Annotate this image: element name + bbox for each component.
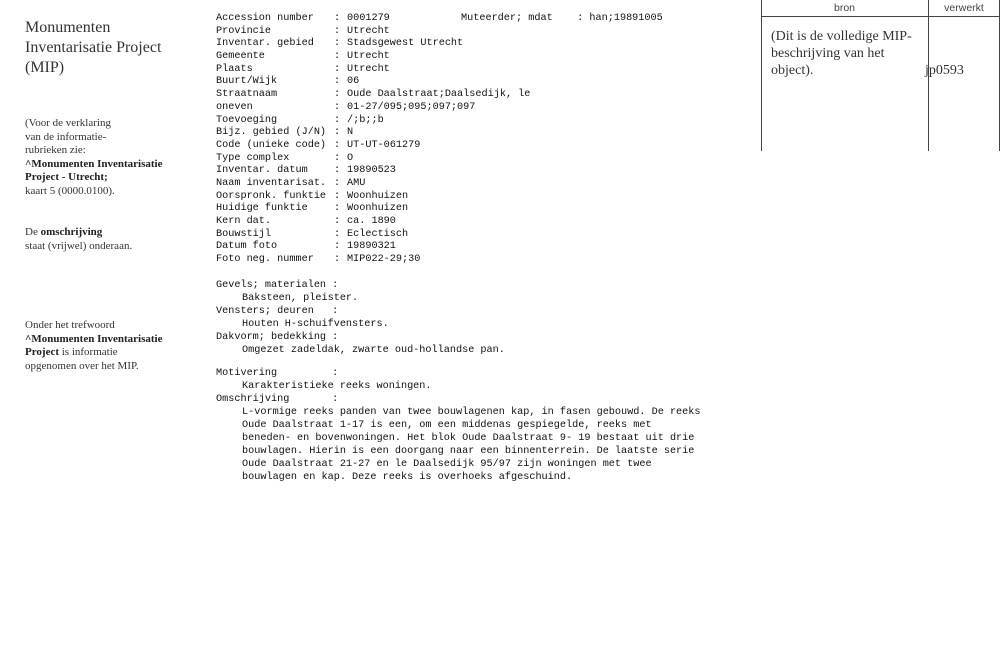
field-label: Type complex <box>216 152 290 164</box>
field-separator: : <box>334 190 341 202</box>
note-line: (Voor de verklaring <box>25 117 111 129</box>
field-label: Inventar. gebied <box>216 38 314 50</box>
record-field-row <box>216 115 530 128</box>
field-label: Accession number <box>216 13 314 24</box>
note-text: is informatie <box>59 346 118 358</box>
note-bold: omschrijving <box>40 226 103 238</box>
record-fields <box>216 13 663 267</box>
field-separator: : <box>334 76 341 88</box>
field-value: Utrecht <box>347 51 390 63</box>
source-table <box>761 0 1000 151</box>
vensters-label: Vensters; deuren : <box>216 306 339 317</box>
field-value: 06 <box>347 76 360 88</box>
omschrijving-line: bouwlagen en kap. Deze reeks is overhoeks afgeschuind. <box>242 472 573 483</box>
record-field-row <box>216 102 530 115</box>
field-value: Oude Daalstraat;Daalsedijk, le <box>347 89 531 101</box>
field-value: 01-27/095;095;097;097 <box>347 101 476 113</box>
field-label: Bouwstijl <box>216 228 272 240</box>
record-field-row <box>216 51 530 64</box>
record-sections <box>216 279 701 484</box>
field-label: Oorspronk. funktie <box>216 190 327 202</box>
field-value: Utrecht <box>347 63 390 75</box>
gevels-label: Gevels; materialen : <box>216 280 339 291</box>
field-separator: : <box>334 165 341 177</box>
field-value: 0001279 <box>347 13 390 24</box>
field-label: Provincie <box>216 25 272 37</box>
omschrijving-text <box>216 406 701 484</box>
field-label: Huidige funktie <box>216 203 308 215</box>
field-separator: : <box>334 51 341 63</box>
note-bold: ^Monumenten Inventarisatie <box>25 157 163 170</box>
field-label: oneven <box>216 101 253 113</box>
field-separator: : <box>334 228 341 240</box>
omschrijving-line: beneden- en bovenwoningen. Het blok Oude Daalstraat 9- 19 bestaat uit drie <box>242 433 695 444</box>
omschrijving-line: Oude Daalstraat 1-17 is een, om een middenas gespiegelde, reeks met <box>242 420 652 431</box>
field-value: Eclectisch <box>347 228 409 240</box>
field-value: 19890321 <box>347 241 396 253</box>
field-value: ca. 1890 <box>347 216 396 227</box>
note-text: De <box>25 226 41 238</box>
margin-note-keyword <box>25 319 200 373</box>
gevels-value: Baksteen, pleister. <box>242 293 359 304</box>
note-line: staat (vrijwel) onderaan. <box>25 239 133 252</box>
motivering-label: Motivering : <box>216 368 339 379</box>
note-line: kaart 5 (0000.0100). <box>25 184 115 197</box>
field-separator: : <box>334 139 341 151</box>
field-separator: : <box>334 203 341 215</box>
field-value: Stadsgewest Utrecht <box>347 38 464 50</box>
field-label: Plaats <box>216 63 253 75</box>
omschrijving-line: bouwlagen. Hierin is een doorgang naar een binnenterrein. De laatste serie <box>242 446 695 457</box>
omschrijving-line: Oude Daalstraat 21-27 en le Daalsedijk 95/97 zijn woningen met twee <box>242 459 652 470</box>
note-line: rubrieken zie: <box>25 144 86 156</box>
field-separator: : <box>334 38 341 50</box>
record-field-row <box>216 76 530 89</box>
record-field-row <box>216 229 530 242</box>
header-bron: bron <box>833 2 855 14</box>
note-line: opgenomen over het MIP. <box>25 359 139 372</box>
field-value: /;b;;b <box>347 114 384 126</box>
field-label: Code (unieke code) <box>216 139 327 151</box>
field-value: Woonhuizen <box>347 203 409 215</box>
field-separator: : <box>334 101 341 113</box>
field-separator: : <box>334 114 341 126</box>
field-separator: : <box>334 216 341 227</box>
field-separator: : <box>334 25 341 37</box>
field-separator: : <box>334 127 341 139</box>
dakvorm-label: Dakvorm; bedekking : <box>216 332 339 343</box>
record-field-row <box>216 254 530 267</box>
mutation-info: Muteerder; mdat : han;19891005 <box>461 13 663 24</box>
field-value: Utrecht <box>347 25 390 37</box>
record-field-row <box>216 165 530 178</box>
field-value: 19890523 <box>347 165 396 177</box>
field-separator: : <box>334 13 341 24</box>
note-line: Onder het trefwoord <box>25 319 115 331</box>
note-line: van de informatie- <box>25 130 107 143</box>
field-label: Gemeente <box>216 51 265 63</box>
record-field-row <box>216 127 530 140</box>
dakvorm-value: Omgezet zadeldak, zwarte oud-hollandse pan. <box>242 345 505 356</box>
field-value: N <box>347 127 354 139</box>
field-value: Woonhuizen <box>347 190 409 202</box>
omschrijving-line: L-vormige reeks panden van twee bouwlagenen kap, in fasen gebouwd. De reeks <box>242 407 701 418</box>
omschrijving-label: Omschrijving : <box>216 394 339 405</box>
record-field-row <box>216 203 530 216</box>
vensters-value: Houten H-schuifvensters. <box>242 319 389 330</box>
field-label: Straatnaam <box>216 89 278 101</box>
note-bold: ^Monumenten Inventarisatie <box>25 332 163 345</box>
margin-note-description <box>25 226 200 253</box>
field-label: Foto neg. nummer <box>216 254 314 266</box>
field-value: AMU <box>347 177 366 189</box>
field-label: Datum foto <box>216 241 278 253</box>
record-field-row <box>216 153 530 166</box>
record-field-row <box>216 216 530 229</box>
field-separator: : <box>334 63 341 75</box>
record-field-row <box>216 64 530 77</box>
field-separator: : <box>334 89 341 101</box>
bron-text: (Dit is de volledige MIP-beschrijving van het object). <box>771 29 912 78</box>
motivering-value: Karakteristieke reeks woningen. <box>242 381 432 392</box>
margin-title: Monumenten Inventarisatie Project (MIP) <box>25 19 162 76</box>
field-label: Kern dat. <box>216 216 272 227</box>
field-label: Toevoeging <box>216 114 278 126</box>
field-value: O <box>347 152 354 164</box>
field-label: Buurt/Wijk <box>216 76 278 88</box>
margin-note-explanation <box>25 117 200 198</box>
record-field-row <box>216 241 530 254</box>
field-label: Inventar. datum <box>216 165 308 177</box>
field-label: Naam inventarisat. <box>216 177 327 189</box>
field-separator: : <box>334 177 341 189</box>
verwerkt-text: jp0593 <box>925 63 964 78</box>
record-field-row <box>216 26 530 39</box>
field-value: UT-UT-061279 <box>347 139 421 151</box>
field-separator: : <box>334 254 341 266</box>
record-field-row <box>216 89 530 102</box>
record-field-row <box>216 38 530 51</box>
record-field-row <box>216 178 530 191</box>
field-value: MIP022-29;30 <box>347 254 421 266</box>
note-bold: Project - Utrecht; <box>25 171 108 183</box>
record-field-row <box>216 140 530 153</box>
field-separator: : <box>334 241 341 253</box>
field-label: Bijz. gebied (J/N) <box>216 127 327 139</box>
record-field-row <box>216 191 530 204</box>
field-separator: : <box>334 152 341 164</box>
header-verwerkt: verwerkt <box>944 2 984 14</box>
note-bold: Project <box>25 346 59 358</box>
